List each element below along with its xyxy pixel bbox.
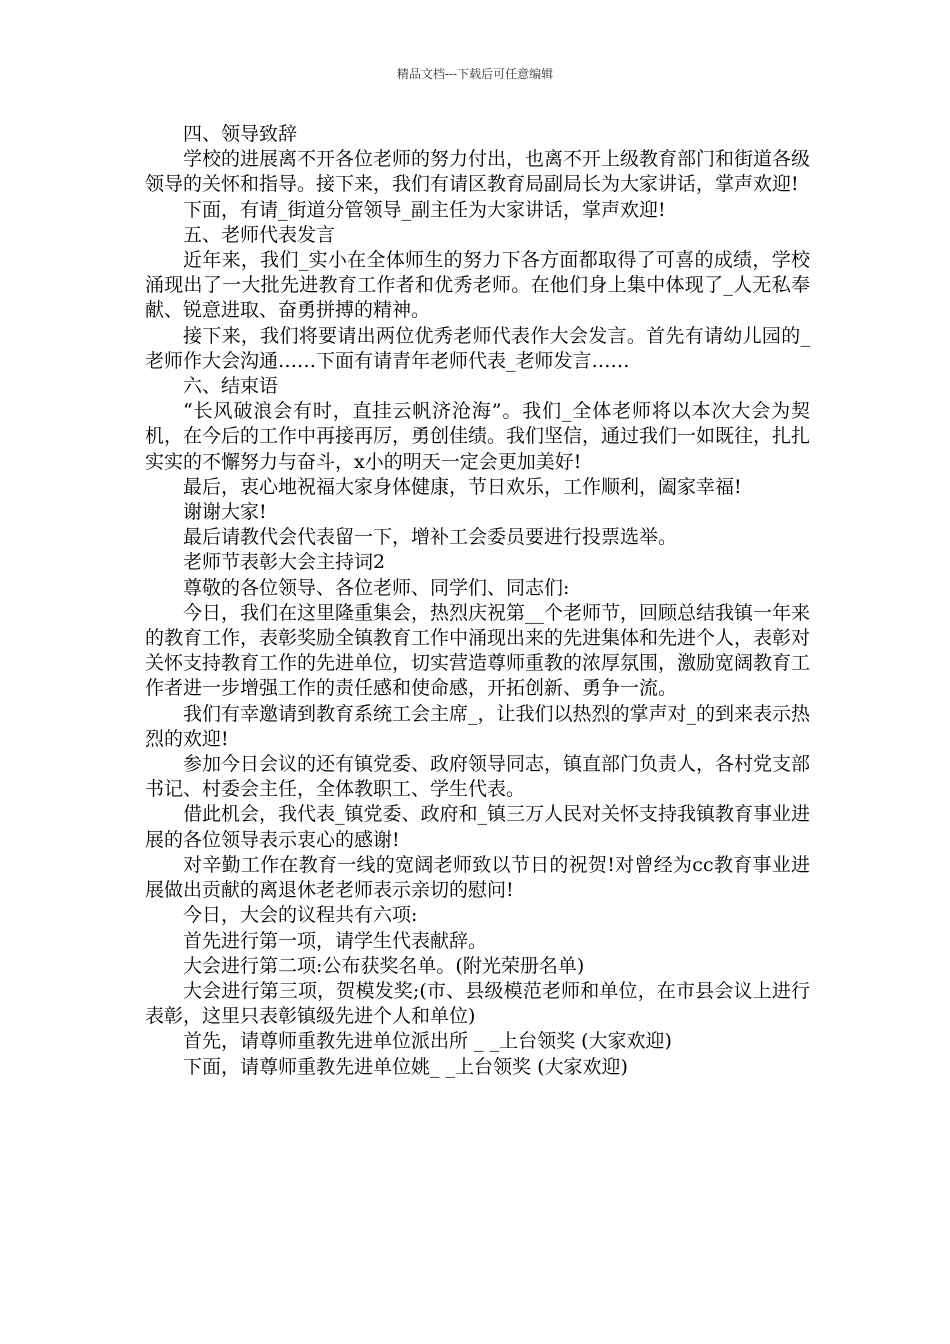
- paragraph: 我们有幸邀请到教育系统工会主席_，让我们以热烈的掌声对_的到来表示热烈的欢迎!: [145, 702, 811, 750]
- paragraph: 下面，请尊师重教先进单位姚_ _上台领奖 (大家欢迎): [183, 1055, 628, 1078]
- paragraph: “长风破浪会有时，直挂云帆济沧海”。我们_全体老师将以本次大会为契机，在今后的工作中再接再厉，勇创佳绩。我们坚信，通过我们一如既往，扎扎实实的不懈努力与奋斗，x小的明天一定会更加美好!: [145, 400, 811, 473]
- paragraph: 近年来，我们_实小在全体师生的努力下各方面都取得了可喜的成绩，学校涌现出了一大批先进教育工作者和优秀老师。在他们身上集中体现了_人无私奉献、锐意进取、奋勇拼搏的精神。: [145, 249, 810, 322]
- paragraph: 今日，大会的议程共有六项:: [183, 904, 418, 927]
- paragraph: 接下来，我们将要请出两位优秀老师代表作大会发言。首先有请幼儿园的_老师作大会沟通……下面有请青年老师代表_老师发言……: [145, 324, 810, 372]
- paragraph: 今日，我们在这里隆重集会，热烈庆祝第__个老师节，回顾总结我镇一年来的教育工作，表彰奖励全镇教育工作中涌现出来的先进集体和先进个人，表彰对关怀支持教育工作的先进单位，切实营造尊师重教的浓厚氛围，激励宽阔教育工作者进一步增强工作的责任感和使命感，开拓创新、勇争一流。: [145, 601, 811, 700]
- paragraph: 最后请教代会代表留一下，增补工会委员要进行投票选举。: [183, 526, 678, 549]
- paragraph: 学校的进展离不开各位老师的努力付出，也离不开上级教育部门和街道各级领导的关怀和指导。接下来，我们有请区教育局副局长为大家讲话，掌声欢迎!: [145, 148, 811, 196]
- salutation: 尊敬的各位领导、各位老师、同学们、同志们:: [183, 576, 570, 599]
- document-body: [145, 122, 810, 1080]
- paragraph: 大会进行第三项，贺模发奖;(市、县级模范老师和单位，在市县会议上进行表彰，这里只表彰镇级先进个人和单位): [145, 979, 810, 1028]
- paragraph: 参加今日会议的还有镇党委、政府领导同志，镇直部门负责人，各村党支部书记、村委会主任，全体教职工、学生代表。: [145, 753, 811, 801]
- paragraph: 借此机会，我代表_镇党委、政府和_镇三万人民对关怀支持我镇教育事业进展的各位领导表示衷心的感谢!: [145, 803, 811, 851]
- section-title: 老师节表彰大会主持词2: [183, 551, 386, 574]
- paragraph: 谢谢大家!: [183, 501, 267, 524]
- paragraph: 最后，衷心地祝福大家身体健康，节日欢乐，工作顺利，阖家幸福!: [183, 475, 742, 498]
- paragraph: 首先，请尊师重教先进单位派出所 _ _上台领奖 (大家欢迎): [183, 1030, 672, 1053]
- paragraph: 大会进行第二项:公布获奖名单。(附光荣册名单): [183, 954, 585, 977]
- heading-closing: 六、结束语: [183, 375, 279, 398]
- page-header: 精品文档---下载后可任意编辑: [396, 67, 554, 81]
- heading-teacher-speech: 五、老师代表发言: [183, 223, 336, 246]
- paragraph: 首先进行第一项，请学生代表献辞。: [183, 929, 488, 952]
- paragraph: 下面，有请_街道分管领导_副主任为大家讲话，掌声欢迎!: [183, 198, 666, 221]
- heading-leader-speech: 四、领导致辞: [183, 123, 298, 145]
- paragraph: 对辛勤工作在教育一线的宽阔老师致以节日的祝贺!对曾经为cc教育事业进展做出贡献的离退休老老师表示亲切的慰问!: [145, 853, 810, 902]
